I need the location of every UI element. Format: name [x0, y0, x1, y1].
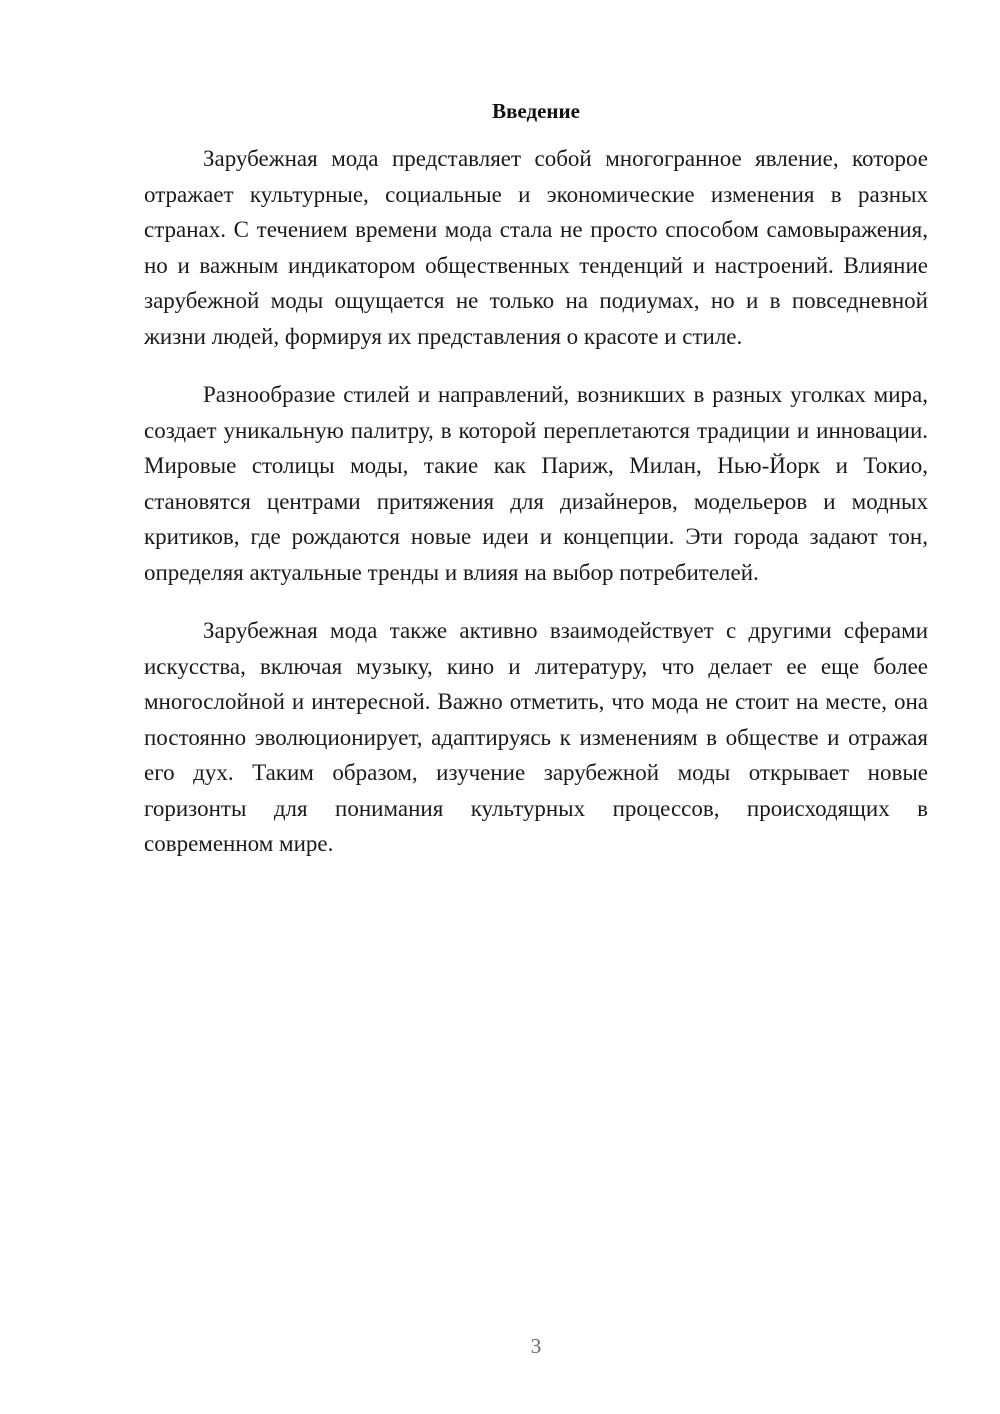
- paragraph-3: Зарубежная мода также активно взаимодействует с другими сферами искусства, включая музыку, кино и литературу, что делает ее еще более многослойной и интересной. Важно отметить, что мода не стоит на месте, она постоянно эволюционирует, адаптируясь к изменениям в обществе и отражая его дух. Таким образом, изучение зарубежной моды открывает новые горизонты для понимания культурных процессов, происходящих в современном мире.: [144, 618, 928, 856]
- body-text: [144, 141, 928, 885]
- paragraph-2: Разнообразие стилей и направлений, возникших в разных уголках мира, создает уникальную палитру, в которой переплетаются традиции и инновации. Мировые столицы моды, такие как Париж, Милан, Нью-Йорк и Токио, становятся центрами притяжения для дизайнеров, модельеров и модных критиков, где рождаются новые идеи и концепции. Эти города задают тон, определяя актуальные тренды и влияя на выбор потребителей.: [144, 382, 928, 585]
- paragraph-1: Зарубежная мода представляет собой многогранное явление, которое отражает культурные, социальные и экономические изменения в разных странах. С течением времени мода стала не просто способом самовыражения, но и важным индикатором общественных тенденций и настроений. Влияние зарубежной моды ощущается не только на подиумах, но и в повседневной жизни людей, формируя их представления о красоте и стиле.: [144, 146, 928, 349]
- page-heading: Введение: [492, 99, 580, 123]
- page-number: 3: [530, 1334, 542, 1358]
